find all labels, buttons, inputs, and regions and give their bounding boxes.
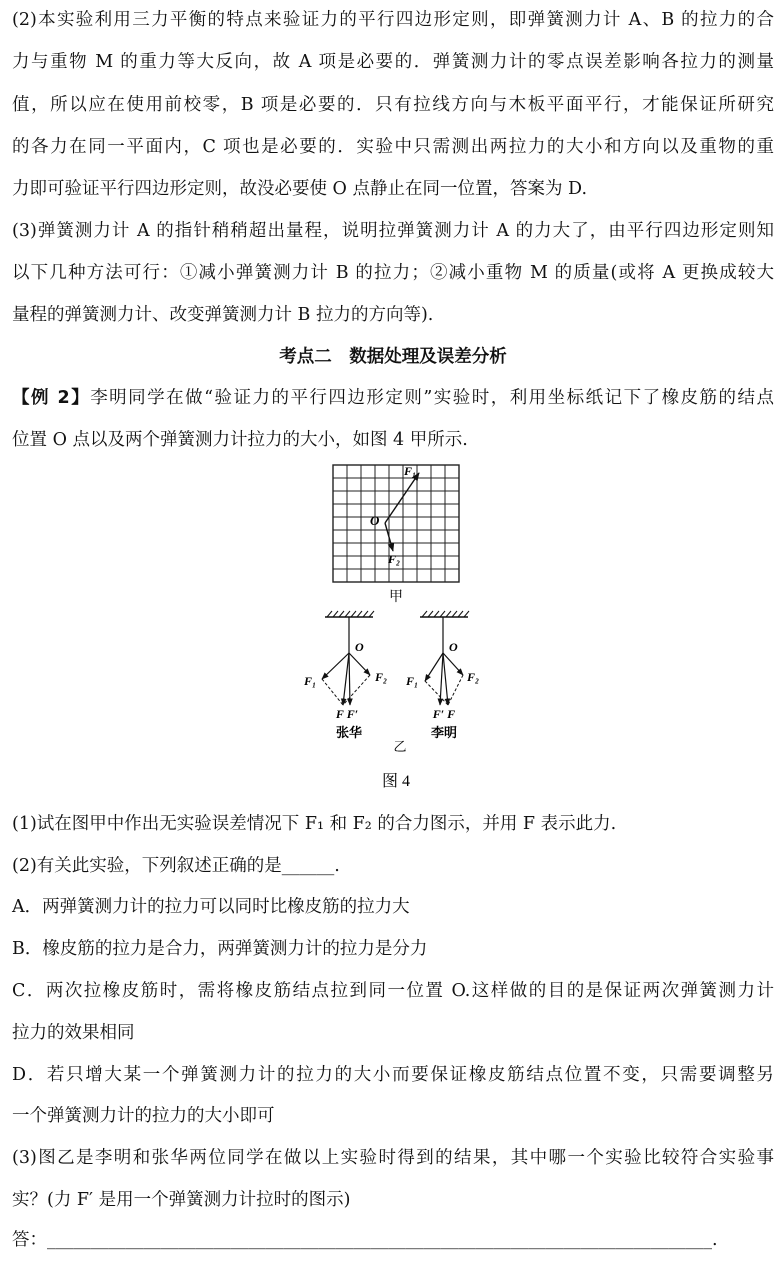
label-fprime-f: F′ F [432,707,456,721]
question-line: (1)试在图甲中作出无实验误差情况下 F₁ 和 F₂ 的合力图示，并用 F 表示此力. [12,814,617,834]
option-b: B．橡皮筋的拉力是合力，两弹簧测力计的拉力是分力 [12,939,428,959]
option-d-cont: 一个弹簧测力计的拉力的大小即可 [12,1106,275,1126]
question-line: (2)有关此实验，下列叙述正确的是______. [12,856,340,876]
example-label: 【例 2】 [12,388,91,408]
option-a: A．两弹簧测力计的拉力可以同时比橡皮筋的拉力大 [12,897,410,917]
text-line: (2)本实验利用三力平衡的特点来验证力的平行四边形定则，即弹簧测力计 A、B 的拉力的合 [12,10,774,30]
example-text: 李明同学在做“验证力的平行四边形定则”实验时，利用坐标纸记下了橡皮筋的结点 [90,388,774,408]
diagram-liming [405,611,479,740]
option-c-cont: 拉力的效果相同 [12,1023,135,1043]
label-f-fprime: F F′ [335,707,359,721]
text-line: 以下几种方法可行：①减小弹簧测力计 B 的拉力；②减小重物 M 的质量(或将 A 更换成较大 [12,263,774,283]
force-f1-arrow [385,473,419,523]
diagram-zhanghua [303,611,387,740]
label-f1: F₁ [404,464,417,478]
name-zhanghua: 张华 [335,725,363,740]
label-f1: F₁ [304,674,317,688]
question-line: (3)图乙是李明和张华两位同学在做以上实验时得到的结果，其中哪一个实验比较符合实验事 [12,1148,774,1168]
example-line: 位置 O 点以及两个弹簧测力计拉力的大小，如图 4 甲所示. [12,430,468,450]
figure-4 [0,455,783,795]
option-c: C．两次拉橡皮筋时，需将橡皮筋结点拉到同一位置 O.这样做的目的是保证两次弹簧测力计 [12,981,774,1001]
text-line: 力与重物 M 的重力等大反向，故 A 项是必要的．弹簧测力计的零点误差影响各拉力的测量 [12,52,774,72]
text-line: (3)弹簧测力计 A 的指针稍稍超出量程，说明拉弹簧测力计 A 的力大了，由平行四边形定则知 [12,221,774,241]
label-f1: F₁ [406,674,419,688]
question-line: 实？(力 F′ 是用一个弹簧测力计拉时的图示) [12,1190,351,1210]
example-line [12,386,774,410]
caption-jia: 甲 [389,590,403,605]
name-liming: 李明 [430,725,458,740]
label-f2: F₂ [388,552,401,566]
grid-figure-jia [333,464,459,582]
caption-yi: 乙 [393,739,407,754]
label-o: O [449,640,458,654]
label-f2: F₂ [375,670,388,684]
text-line: 力即可验证平行四边形定则，故没必要使 O 点静止在同一位置，答案为 D. [12,179,588,199]
label-o: O [355,640,364,654]
answer-line: 答：____________________________________________________________________________. [12,1230,718,1250]
label-o: O [370,513,380,528]
text-line: 量程的弹簧测力计、改变弹簧测力计 B 拉力的方向等). [12,305,434,325]
figure-caption: 图 4 [381,773,411,790]
text-line: 的各力在同一平面内，C 项也是必要的．实验中只需测出两拉力的大小和方向以及重物的重 [12,137,774,157]
option-d: D．若只增大某一个弹簧测力计的拉力的大小而要保证橡皮筋结点位置不变，只需要调整另 [12,1065,774,1085]
text-line: 值，所以应在使用前校零，B 项是必要的．只有拉线方向与木板平面平行，才能保证所研究 [12,95,774,115]
section-title: 考点二 数据处理及误差分析 [279,347,507,367]
label-f2: F₂ [467,670,480,684]
